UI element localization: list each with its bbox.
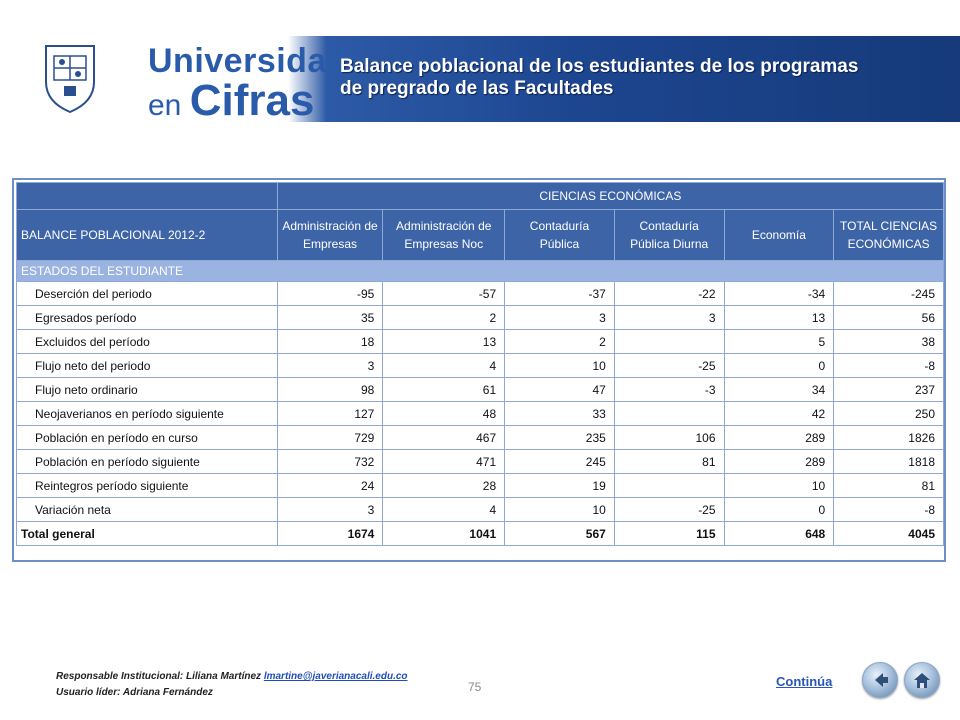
section-label: ESTADOS DEL ESTUDIANTE — [17, 261, 944, 282]
table-cell: 61 — [383, 378, 505, 402]
table-cell: -8 — [834, 354, 944, 378]
university-crest-icon — [38, 42, 102, 116]
brand-prefix: en — [148, 89, 182, 122]
table-cell: -34 — [724, 282, 834, 306]
table-cell: -25 — [614, 354, 724, 378]
usuario-lider: Usuario líder: Adriana Fernández — [56, 687, 213, 698]
table-cell: 10 — [505, 354, 615, 378]
section-row — [17, 261, 944, 282]
col-header: Administración de Empresas — [277, 210, 383, 261]
table-cell: 10 — [724, 474, 834, 498]
table-cell: -95 — [277, 282, 383, 306]
col-header: Contaduría Pública — [505, 210, 615, 261]
total-cell: 4045 — [834, 522, 944, 546]
table-cell: 245 — [505, 450, 615, 474]
email-link[interactable]: lmartine@javerianacali.edu.co — [263, 671, 408, 682]
table-cell: 13 — [383, 330, 505, 354]
table-cell: 56 — [834, 306, 944, 330]
table-cell: -245 — [834, 282, 944, 306]
table-cell: 106 — [614, 426, 724, 450]
table-cell: 42 — [724, 402, 834, 426]
column-header-row — [17, 210, 944, 261]
table-cell: -22 — [614, 282, 724, 306]
row-label: Población en período en curso — [17, 426, 278, 450]
table-cell: 81 — [614, 450, 724, 474]
table-cell: 24 — [277, 474, 383, 498]
table-row — [17, 426, 944, 450]
table-cell: 10 — [505, 498, 615, 522]
table-cell: 13 — [724, 306, 834, 330]
footer-credits — [56, 669, 408, 701]
table-cell: 3 — [277, 354, 383, 378]
total-cell: 1674 — [277, 522, 383, 546]
continua-link[interactable]: Continúa — [776, 674, 833, 689]
group-header: CIENCIAS ECONÓMICAS — [277, 183, 943, 210]
table-cell: 28 — [383, 474, 505, 498]
table-cell: 471 — [383, 450, 505, 474]
row-label: Población en período siguiente — [17, 450, 278, 474]
row-label: Neojaverianos en período siguiente — [17, 402, 278, 426]
table-row — [17, 474, 944, 498]
total-cell: 648 — [724, 522, 834, 546]
table-cell: 35 — [277, 306, 383, 330]
table-cell: 18 — [277, 330, 383, 354]
table-cell: -8 — [834, 498, 944, 522]
table-cell: 98 — [277, 378, 383, 402]
table-cell — [614, 402, 724, 426]
corner-empty-cell — [17, 183, 278, 210]
table-row — [17, 282, 944, 306]
responsable-line — [56, 669, 408, 685]
table-cell: 3 — [277, 498, 383, 522]
table-cell: -57 — [383, 282, 505, 306]
row-label: Excluidos del período — [17, 330, 278, 354]
table-cell: 38 — [834, 330, 944, 354]
table-cell: 732 — [277, 450, 383, 474]
row-label: Egresados período — [17, 306, 278, 330]
table-cell: 4 — [383, 498, 505, 522]
row-label: Variación neta — [17, 498, 278, 522]
table-cell: 250 — [834, 402, 944, 426]
row-label: Flujo neto del periodo — [17, 354, 278, 378]
total-label: Total general — [17, 522, 278, 546]
table-cell: 2 — [383, 306, 505, 330]
table-cell: 1826 — [834, 426, 944, 450]
table-cell: 289 — [724, 426, 834, 450]
balance-table — [16, 182, 944, 546]
table-row — [17, 402, 944, 426]
col-header: Economía — [724, 210, 834, 261]
col-header: Administración de Empresas Noc — [383, 210, 505, 261]
row-label: Reintegros período siguiente — [17, 474, 278, 498]
brand-line-1: Universidad — [148, 42, 349, 80]
table-row — [17, 378, 944, 402]
table-row — [17, 306, 944, 330]
table-cell: 237 — [834, 378, 944, 402]
table-cell: 467 — [383, 426, 505, 450]
total-cell: 567 — [505, 522, 615, 546]
corner-label: BALANCE POBLACIONAL 2012-2 — [17, 210, 278, 261]
table-cell: 81 — [834, 474, 944, 498]
row-label: Flujo neto ordinario — [17, 378, 278, 402]
table-cell: -37 — [505, 282, 615, 306]
table-cell: -3 — [614, 378, 724, 402]
table-cell: 4 — [383, 354, 505, 378]
table-cell: 289 — [724, 450, 834, 474]
table-cell: 5 — [724, 330, 834, 354]
table-cell — [614, 330, 724, 354]
responsable-label: Responsable Institucional: Liliana Martínez — [56, 671, 262, 682]
brand-line-2 — [148, 76, 314, 126]
table-cell: -25 — [614, 498, 724, 522]
table-cell: 729 — [277, 426, 383, 450]
total-cell: 115 — [614, 522, 724, 546]
table-cell: 0 — [724, 498, 834, 522]
col-header: Contaduría Pública Diurna — [614, 210, 724, 261]
page-title: Balance poblacional de los estudiantes de los programas de pregrado de las Facultades — [340, 56, 859, 99]
table-body — [17, 282, 944, 522]
table-row — [17, 450, 944, 474]
balance-table-container — [12, 178, 946, 562]
back-button[interactable] — [862, 662, 898, 698]
table-cell: 1818 — [834, 450, 944, 474]
table-cell: 47 — [505, 378, 615, 402]
table-cell: 48 — [383, 402, 505, 426]
table-cell: 19 — [505, 474, 615, 498]
total-row — [17, 522, 944, 546]
table-row — [17, 330, 944, 354]
table-row — [17, 498, 944, 522]
table-row — [17, 354, 944, 378]
total-cell: 1041 — [383, 522, 505, 546]
table-cell: 127 — [277, 402, 383, 426]
home-button[interactable] — [904, 662, 940, 698]
col-header: TOTAL CIENCIAS ECONÓMICAS — [834, 210, 944, 261]
table-cell: 34 — [724, 378, 834, 402]
home-icon — [905, 663, 939, 697]
table-cell — [614, 474, 724, 498]
back-arrow-icon — [863, 663, 897, 697]
header-banner — [0, 36, 960, 125]
table-cell: 33 — [505, 402, 615, 426]
table-cell: 235 — [505, 426, 615, 450]
brand-big: Cifras — [189, 76, 315, 125]
page-number: 75 — [468, 680, 482, 694]
row-label: Deserción del periodo — [17, 282, 278, 306]
table-cell: 3 — [614, 306, 724, 330]
table-cell: 0 — [724, 354, 834, 378]
table-cell: 2 — [505, 330, 615, 354]
table-cell: 3 — [505, 306, 615, 330]
group-header-row — [17, 183, 944, 210]
